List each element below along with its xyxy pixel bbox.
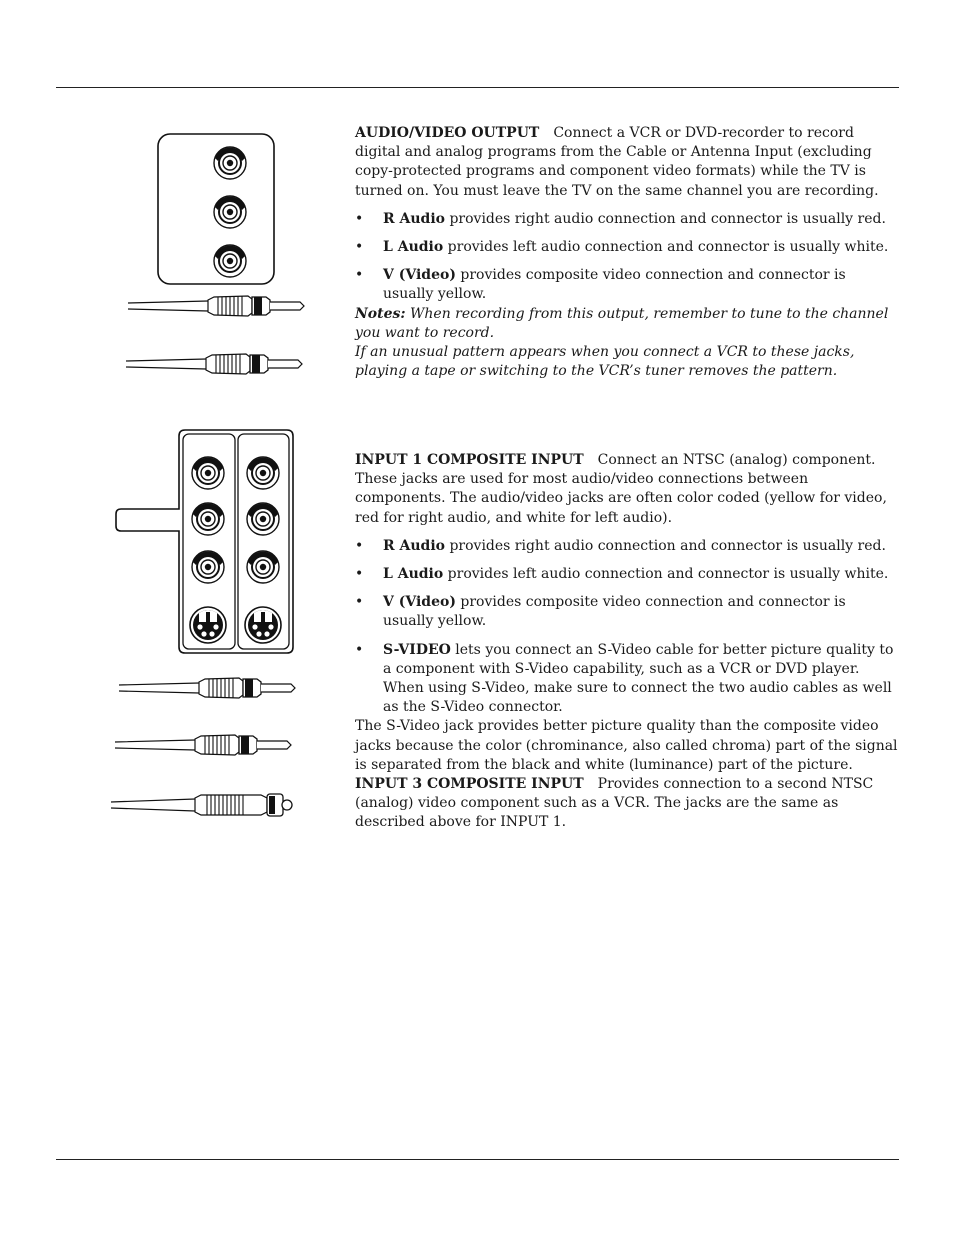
bullet-text: provides left audio connection and connector is usually white. <box>443 239 889 256</box>
bullet-text: provides right audio connection and connector is usually red. <box>445 537 886 554</box>
av-output-intro <box>355 124 900 201</box>
bullet-term: L Audio <box>383 566 444 583</box>
svideo-paragraph: The S-Video jack provides better picture quality than the composite video jacks because the color (chrominance, also called chroma) part of the signal is separated from the black and white (luminance) part of the picture. <box>355 718 898 773</box>
av-output-jack-panel-illustration <box>118 128 308 388</box>
bullet-text: provides right audio connection and connector is usually red. <box>445 210 886 227</box>
bullet-text: provides composite video connection and connector is usually yellow. <box>383 267 846 303</box>
bullet-text: provides composite video connection and connector is usually yellow. <box>383 594 846 630</box>
av-output-intro-text: Connect a VCR or DVD-recorder to record digital and analog programs from the Cable or Antenna Input (excluding copy-protected programs and component video formats) while the TV is turned on. You must leave the TV on the same channel you are recording. <box>355 125 879 199</box>
note-text: When recording from this output, remember to tune to the channel you want to record. <box>355 305 889 341</box>
bullet-term: S-VIDEO <box>383 641 451 658</box>
list-item <box>355 593 900 631</box>
list-item <box>355 641 900 718</box>
bullet-term: L Audio <box>383 239 444 256</box>
bottom-rule <box>56 1159 899 1160</box>
av-output-note-2: If an unusual pattern appears when you connect a VCR to these jacks, playing a tape or switching to the VCR’s tuner removes the pattern. <box>355 344 855 380</box>
input1-bullet-list <box>355 537 900 718</box>
notes-label: Notes: <box>355 305 406 322</box>
bullet-text: provides left audio connection and connector is usually white. <box>443 566 889 583</box>
av-output-section <box>355 124 900 381</box>
input3-heading: INPUT 3 COMPOSITE INPUT <box>355 776 584 793</box>
bullet-term: R Audio <box>383 210 445 227</box>
list-item <box>355 565 900 584</box>
list-item <box>355 266 900 304</box>
bullet-term: V (Video) <box>383 267 456 284</box>
list-item <box>355 537 900 556</box>
list-item <box>355 210 900 229</box>
av-output-bullet-list <box>355 210 900 305</box>
list-item <box>355 238 900 257</box>
input3-intro-text: Provides connection to a second NTSC (analog) video component such as a VCR. The jacks are the same as described above for INPUT 1. <box>355 776 874 831</box>
input1-heading: INPUT 1 COMPOSITE INPUT <box>355 452 584 468</box>
input1-intro-text: Connect an NTSC (analog) component. These jacks are used for most audio/video connections between components. The audio/video jacks are often color coded (yellow for video, red for right audio, and white for left audio). <box>355 452 887 526</box>
av-output-note-1 <box>355 305 900 343</box>
input3-intro <box>355 775 900 833</box>
bullet-text: lets you connect an S-Video cable for better picture quality to a component with S-Video capability, such as a VCR or DVD player. When using S-Video, make sure to connect the two audio cables as well as the S-Video connector. <box>383 641 894 716</box>
bullet-term: V (Video) <box>383 594 456 611</box>
input-jack-panel-illustration <box>105 425 305 845</box>
input1-section <box>355 451 900 833</box>
top-rule <box>56 87 899 88</box>
av-output-heading: AUDIO/VIDEO OUTPUT <box>355 125 540 141</box>
bullet-term: R Audio <box>383 537 445 554</box>
input1-intro <box>355 451 900 528</box>
